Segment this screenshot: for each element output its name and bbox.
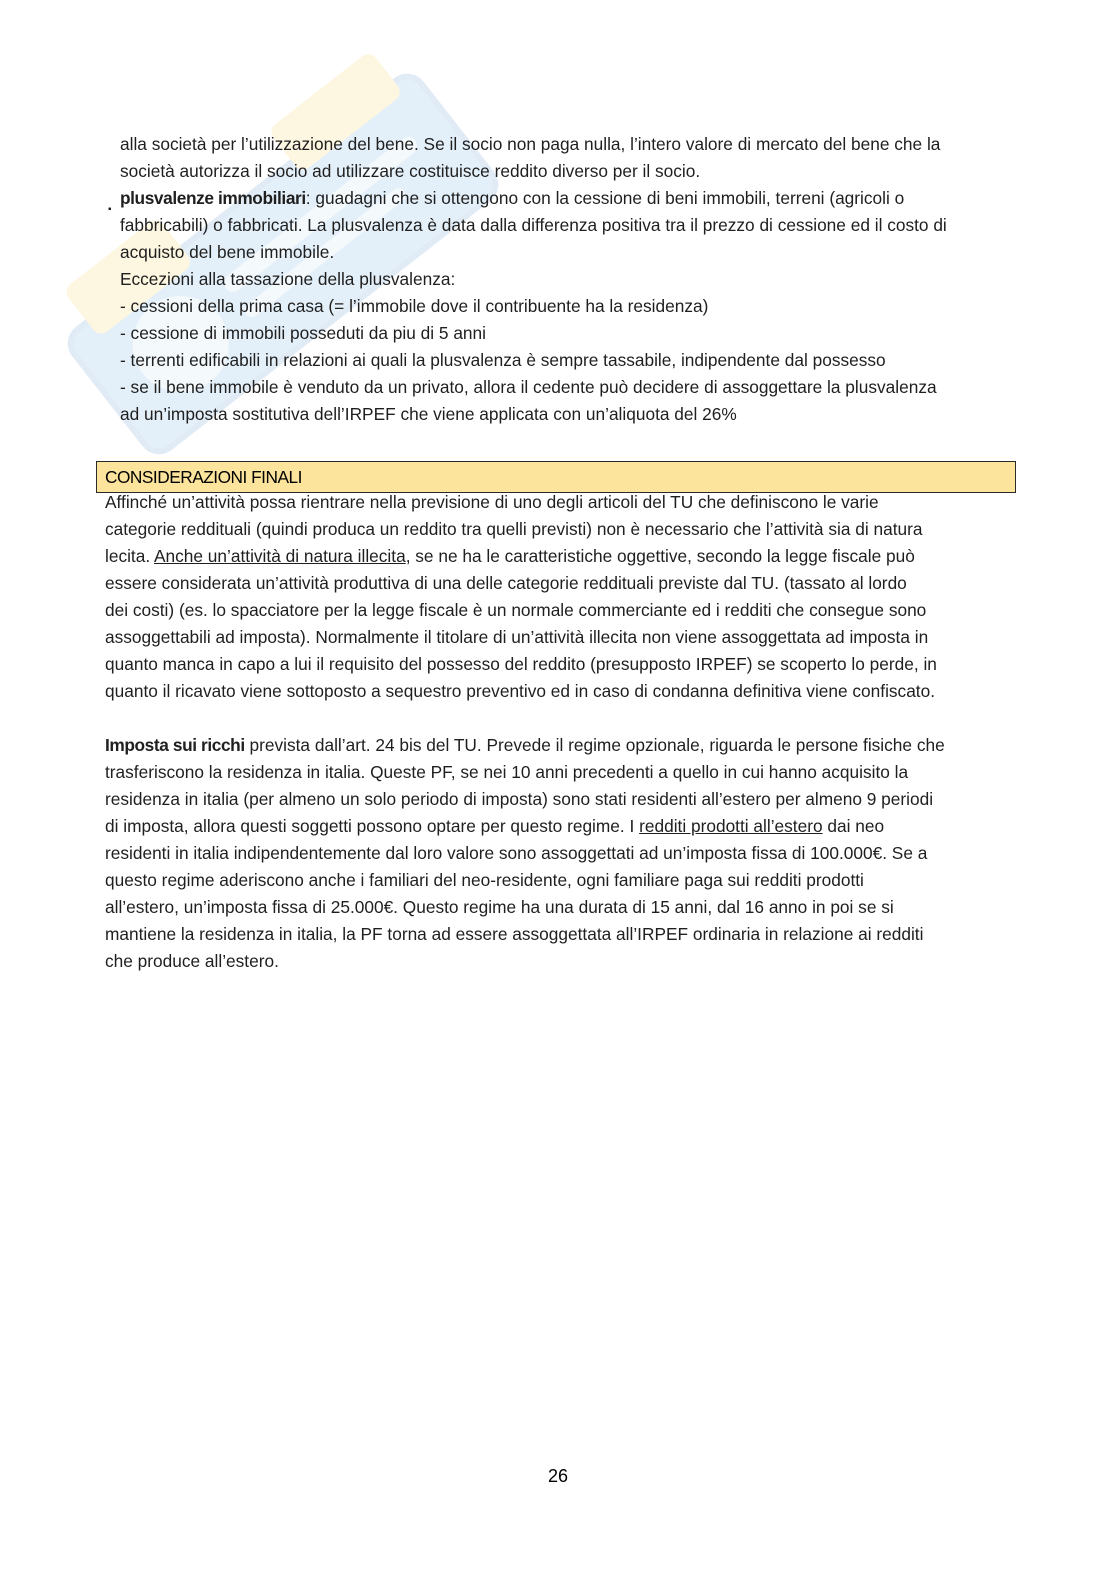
text-line: all’estero, un’imposta fissa di 25.000€. Questo regime ha una durata di 15 anni, dal 16 anno in poi se si bbox=[105, 897, 894, 917]
text-line: alla società per l’utilizzazione del bene. Se il socio non paga nulla, l’intero valore di mercato del bene che la bbox=[120, 134, 941, 154]
text-line: società autorizza il socio ad utilizzare costituisce reddito diverso per il socio. bbox=[120, 161, 701, 181]
text-line: residenza in italia (per almeno un solo periodo di imposta) sono stati residenti all’estero per almeno 9 periodi bbox=[105, 789, 934, 809]
text-fragment: , se ne ha le caratteristiche oggettive, secondo la legge fiscale può bbox=[405, 546, 915, 566]
underlined-phrase: redditi prodotti all’estero bbox=[639, 816, 823, 836]
text-line bbox=[105, 543, 915, 570]
text-line bbox=[105, 732, 945, 759]
text-line: trasferiscono la residenza in italia. Queste PF, se nei 10 anni precedenti a quello in cui hanno acquisito la bbox=[105, 762, 909, 782]
text-line: categorie reddituali (quindi produca un reddito tra quelli previsti) non è necessario che l’attività sia di natura bbox=[105, 519, 923, 539]
text-line: ad un’imposta sostitutiva dell’IRPEF che viene applicata con un’aliquota del 26% bbox=[120, 404, 737, 424]
text-line: fabbricabili) o fabbricati. La plusvalenza è data dalla differenza positiva tra il prezzo di cessione ed il costo di bbox=[120, 215, 947, 235]
exception-item: - se il bene immobile è venduto da un privato, allora il cedente può decidere di assoggettare la plusvalenza bbox=[120, 377, 937, 397]
bullet-marker: ▪ bbox=[108, 204, 112, 215]
text-line: acquisto del bene immobile. bbox=[120, 242, 335, 262]
bullet-first-line bbox=[120, 185, 904, 212]
section-heading: CONSIDERAZIONI FINALI bbox=[105, 467, 302, 487]
paragraph-term: Imposta sui ricchi bbox=[105, 735, 245, 755]
text-line: assoggettabili ad imposta). Normalmente il titolare di un’attività illecita non viene assoggettata ad imposta in bbox=[105, 627, 929, 647]
text-fragment: prevista dall’art. 24 bis del TU. Prevede il regime opzionale, riguarda le persone fisiche che bbox=[244, 735, 945, 755]
exception-item: - cessione di immobili posseduti da piu di 5 anni bbox=[120, 323, 486, 343]
text-line: quanto manca in capo a lui il requisito del possesso del reddito (presupposto IRPEF) se scoperto lo perde, in bbox=[105, 654, 937, 674]
text-line: essere considerata un’attività produttiva di una delle categorie reddituali previste dal TU. (tassato al lordo bbox=[105, 573, 907, 593]
underlined-phrase: Anche un’attività di natura illecita bbox=[154, 546, 406, 566]
exception-item: - cessioni della prima casa (= l’immobile dove il contribuente ha la residenza) bbox=[120, 296, 709, 316]
text-line: dei costi) (es. lo spacciatore per la legge fiscale è un normale commerciante ed i redditi che consegue sono bbox=[105, 600, 927, 620]
exception-item: - terrenti edificabili in relazioni ai quali la plusvalenza è sempre tassabile, indipendente dal possesso bbox=[120, 350, 886, 370]
bullet-term: plusvalenze immobiliari bbox=[120, 188, 306, 208]
text-line: che produce all’estero. bbox=[105, 951, 279, 971]
text-fragment: di imposta, allora questi soggetti possono optare per questo regime. I bbox=[105, 816, 640, 836]
text-line: questo regime aderiscono anche i familiari del neo-residente, ogni familiare paga sui redditi prodotti bbox=[105, 870, 864, 890]
text-fragment: lecita. bbox=[105, 546, 154, 566]
text-line: residenti in italia indipendentemente dal loro valore sono assoggettati ad un’imposta fissa di 100.000€. Se a bbox=[105, 843, 928, 863]
bullet-first-line-text: : guadagni che si ottengono con la cessione di beni immobili, terreni (agricoli o bbox=[305, 188, 905, 208]
text-line: Eccezioni alla tassazione della plusvalenza: bbox=[120, 269, 456, 289]
page-number: 26 bbox=[547, 1466, 569, 1486]
text-line: Affinché un’attività possa rientrare nella previsione di uno degli articoli del TU che definiscono le varie bbox=[105, 492, 879, 512]
text-fragment: dai neo bbox=[822, 816, 885, 836]
text-line: quanto il ricavato viene sottoposto a sequestro preventivo ed in caso di condanna definitiva viene confiscato. bbox=[105, 681, 936, 701]
text-line: mantiene la residenza in italia, la PF torna ad essere assoggettata all’IRPEF ordinaria in relazione ai redditi bbox=[105, 924, 924, 944]
text-line bbox=[105, 813, 884, 840]
